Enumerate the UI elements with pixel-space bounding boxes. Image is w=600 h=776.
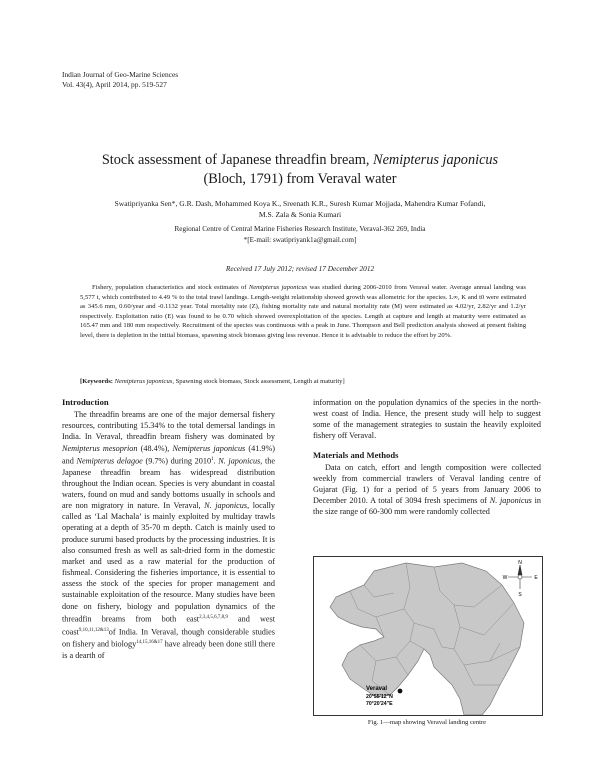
methods-heading: Materials and Methods bbox=[313, 449, 399, 460]
keywords-rest: Spawning stock biomass, Stock assessment, Length at maturity] bbox=[173, 378, 345, 385]
authors-line1: Swatipriyanka Sen*, G.R. Dash, Mohammed Koya K., Sreenath K.R., Suresh Kumar Mojjada, Mahendra Kumar Fofandi, bbox=[114, 199, 486, 208]
veraval-lon: 70°20'24"E bbox=[366, 701, 393, 707]
introduction-continued: information on the population dynamics of the species in the north-west coast of India. Hence, the present study will help to suggest some of the management strategies to sustain the heavily exploited fishery off Veraval. bbox=[313, 398, 541, 441]
veraval-label: Veraval bbox=[366, 686, 388, 692]
affiliation bbox=[60, 224, 540, 245]
abstract-text-1: Fishery, population characteristics and stock estimates of bbox=[92, 284, 249, 291]
journal-name: Indian Journal of Geo-Marine Sciences bbox=[62, 70, 179, 79]
left-column bbox=[62, 397, 275, 662]
keywords-label: [Keywords: bbox=[80, 378, 113, 385]
introduction-heading: Introduction bbox=[62, 397, 109, 407]
right-column bbox=[313, 397, 541, 518]
veraval-marker bbox=[398, 689, 403, 694]
title-species: Nemipterus japonicus bbox=[373, 152, 499, 168]
received-dates: Received 17 July 2012; revised 17 December 2012 bbox=[225, 264, 375, 273]
keywords bbox=[80, 377, 526, 387]
compass-e: E bbox=[534, 575, 538, 581]
authors-line2: M.S. Zala & Sonia Kumari bbox=[258, 209, 342, 219]
author-list bbox=[50, 199, 550, 221]
compass-n: N bbox=[518, 560, 522, 566]
figure-map bbox=[313, 556, 543, 716]
figure-caption: Fig. 1—map showing Veraval landing centre bbox=[367, 719, 487, 726]
abstract bbox=[80, 283, 526, 340]
affiliation-email: *[E-mail: swatipriyank1a@gmail.com] bbox=[243, 235, 357, 244]
methods-paragraph: Data on catch, effort and length composition were collected weekly from commercial trawlers of Veraval landing centre of Gujarat (Fig. 1) for a period of 5 years from January 2006 to December 2010. A total of 3094 fresh specimens of N. japonicus in the size range of 60-300 mm were randomly collected bbox=[313, 462, 541, 517]
introduction-paragraph: The threadfin breams are one of the major demersal fishery resources, contributing 15.34% to the total demersal landings in India. In Veraval, threadfin bream fishery was dominated by Nemipterus mesoprion (48.4%), Nemipterus japonicus (41.9%) and Nemipterus delagoe (9.7%) during 2010$^1$. N. japonicus, the Japanese threadfin bream has widespread distribution throughout the Indian ocean. Species is very abundant in coastal waters, found on mud and sandy bottoms usually in schools and are non migratory in nature. In Veraval, N. japonicus, locally called as ‘Lal Machala’ is mainly exploited by multiday trawls operating at a depth of 35-70 m depth. Catch is mainly used to produce surumi based products by the processing industries. It is also consumed fresh as well as salt-dried form in the domestic market and used as a raw material for the production of fishmeal. Considering the fisheries importance, it is essential to assess the stock of the species for proper management and sustainable exploitation of the resource. Many studies have been done on fishery, biology and population dynamics of the threadfin breams from both east$^{2,3,4,5,6,7,8,9}$ and west coast$^{9,10,11,12\&13}$of India. In Veraval, though considerable studies on fishery and biology$^{14,15,16\&17}$ have already been done still there is a dearth of bbox=[62, 410, 275, 661]
abstract-species: Nemipterus japonicus bbox=[248, 284, 308, 291]
abstract-text-2: was studied during 2006-2010 from Veraval water. Average annual landing was 5,577 t, which contributed to 4.49 % to the total trawl landings. Length-weight relationship showed growth was allometric for the species. L∞, K and t0 were estimated as 345.6 mm, 0.60/year and -0.1132 year. Total mortality rate (Z), fishing mortality rate and natural mortality rate (M) were estimated as 4.02/yr, 2.82/yr and 1.2/yr respectively. Exploitation ratio (E) was found to be 0.70 which showed overexploitation of the species. Length at capture and length at maturity were estimated as 165.47 mm and 180 mm respectively. Recruitment of the species was continuous with a peak in June. Thompson and Bell prediction analysis showed at present fishing level, there is depletion in the initial biomass, spawning stock biomass giving less revenue. Hence it is advisable to reduce the effort by 20%. bbox=[80, 284, 526, 339]
gujarat-map bbox=[314, 557, 542, 715]
title-line1: Stock assessment of Japanese threadfin bream, bbox=[101, 152, 374, 168]
state-landmass bbox=[330, 563, 524, 715]
title-line2: (Bloch, 1791) from Veraval water bbox=[203, 170, 397, 187]
veraval-lat: 20°55'12"N bbox=[366, 694, 393, 700]
affiliation-institute: Regional Centre of Central Marine Fisheries Research Institute, Veraval-362 269, India bbox=[174, 225, 426, 233]
journal-header bbox=[62, 70, 178, 89]
paper-title bbox=[60, 151, 540, 188]
keywords-species: Nemipterus japonicus, bbox=[114, 378, 174, 385]
compass-s: S bbox=[518, 592, 522, 598]
compass-icon bbox=[508, 565, 532, 589]
compass-w: W bbox=[502, 575, 508, 581]
journal-volume: Vol. 43(4), April 2014, pp. 519-527 bbox=[62, 79, 167, 89]
